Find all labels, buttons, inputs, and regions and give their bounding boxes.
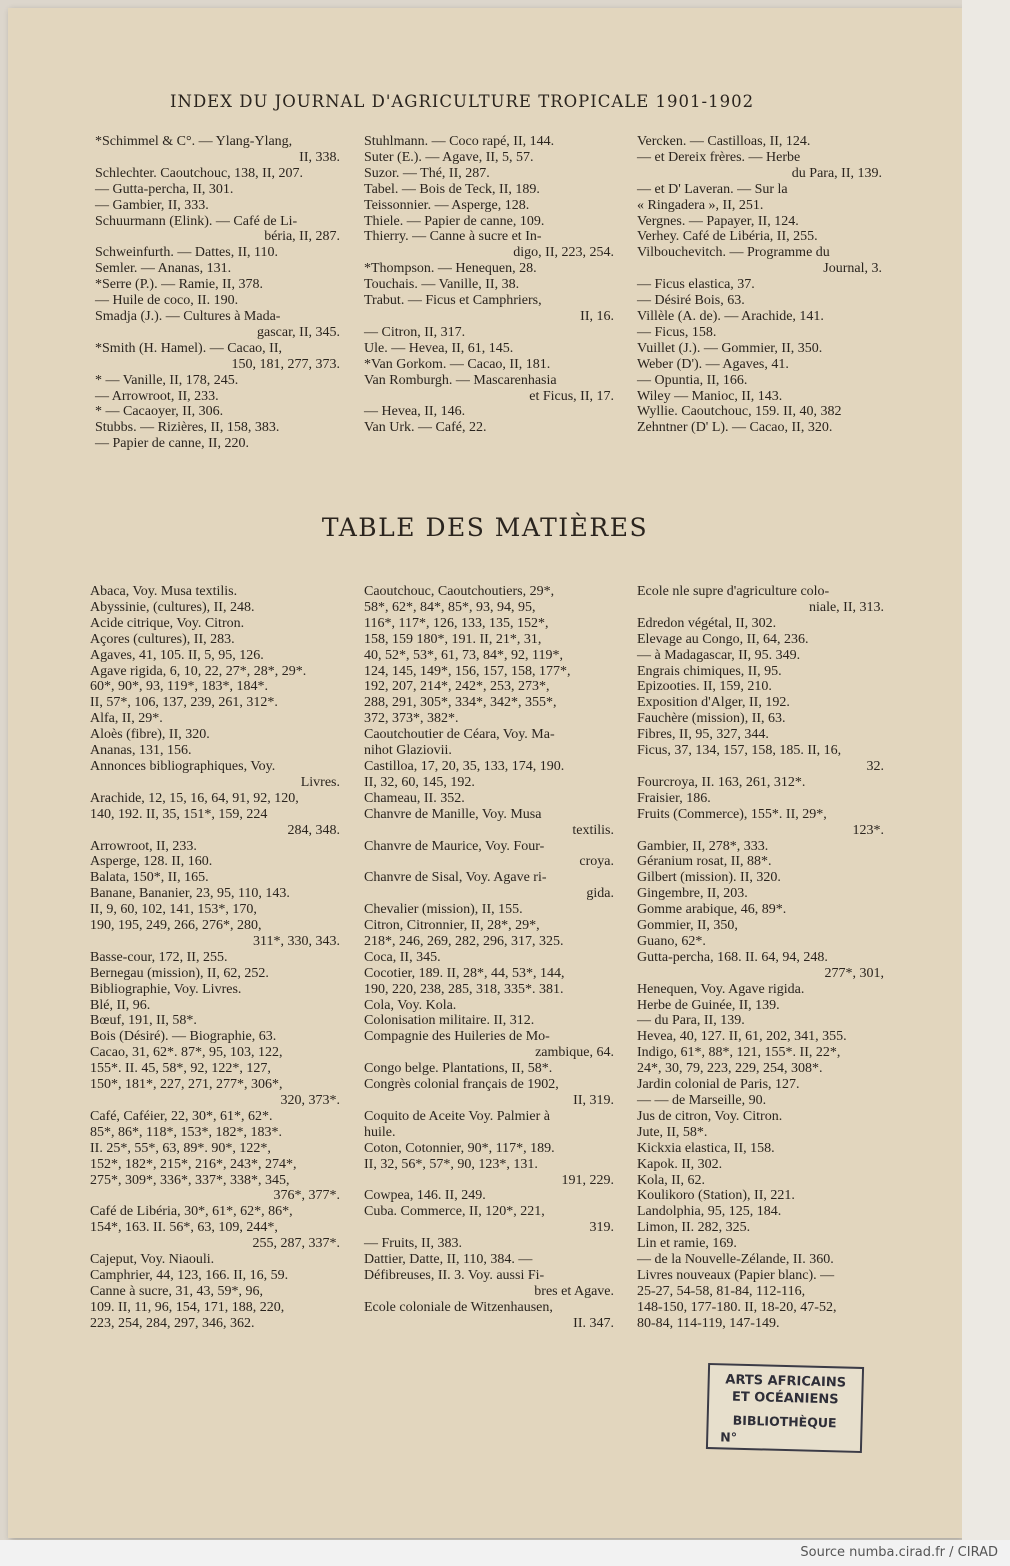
entry-line: Cocotier, 189. II, 28*, 44, 53*, 144, <box>364 965 565 981</box>
entry-line: Wiley — Manioc, II, 143. <box>637 388 783 404</box>
index-column-1 <box>95 134 340 452</box>
entry-line: Cajeput, Voy. Niaouli. <box>90 1252 215 1268</box>
entry-line: Gomme arabique, 46, 89*. <box>637 902 787 918</box>
entry-line: 32. <box>866 758 884 774</box>
entry-line: Exposition d'Alger, II, 192. <box>637 695 790 711</box>
entry-line: nihot Glaziovii. <box>364 743 452 759</box>
entry-line: Livres nouveaux (Papier blanc). — <box>637 1267 835 1283</box>
entry-line: 154*, 163. II. 56*, 63, 109, 244*, <box>90 1220 278 1236</box>
entry-line: II, 32, 60, 145, 192. <box>364 774 475 790</box>
scan-margin <box>962 0 1010 1540</box>
contents-column-1 <box>90 584 340 1332</box>
contents-column-3 <box>637 584 884 1332</box>
entry-line: Caoutchouc, Caoutchoutiers, 29*, <box>364 584 555 599</box>
entry-line: 148-150, 177-180. II, 18-20, 47-52, <box>637 1299 837 1315</box>
entry-line: 275*, 309*, 336*, 337*, 338*, 345, <box>90 1172 290 1188</box>
entry-line: — Ficus, 158. <box>637 324 717 340</box>
entry-line: Bernegau (mission), II, 62, 252. <box>90 965 269 981</box>
entry-line: II, 319. <box>573 1093 614 1108</box>
stamp-line-4: N° <box>720 1429 738 1445</box>
entry-line: Henequen, Voy. Agave rigida. <box>637 981 805 997</box>
entry-line: 60*, 90*, 93, 119*, 183*, 184*. <box>90 679 268 695</box>
entry-line: Café, Caféier, 22, 30*, 61*, 62*. <box>90 1108 273 1124</box>
entry-line: Abaca, Voy. Musa textilis. <box>90 584 238 599</box>
entry-line: 58*, 62*, 84*, 85*, 93, 94, 95, <box>364 599 536 615</box>
entry-line: Verhey. Café de Libéria, II, 255. <box>637 229 818 245</box>
entry-line: du Para, II, 139. <box>791 165 882 181</box>
entry-line: Fauchère (mission), II, 63. <box>637 711 786 727</box>
entry-line: 190, 220, 238, 285, 318, 335*. 381. <box>364 981 564 997</box>
section-title: TABLE DES MATIÈRES <box>321 513 649 542</box>
entry-line: *Thompson. — Henequen, 28. <box>364 261 537 277</box>
entry-line: Caoutchoutier de Céara, Voy. Ma- <box>364 727 555 743</box>
entry-line: Arachide, 12, 15, 16, 64, 91, 92, 120, <box>90 790 299 806</box>
entry-line: Kickxia elastica, II, 158. <box>637 1140 775 1156</box>
entry-line: 152*, 182*, 215*, 216*, 243*, 274*, <box>90 1156 297 1172</box>
entry-line: Wyllie. Caoutchouc, 159. II, 40, 382 <box>637 404 842 420</box>
entry-line: Kapok. II, 302. <box>637 1156 723 1172</box>
entry-line: — Huile de coco, II. 190. <box>95 293 239 309</box>
entry-line: Teissonnier. — Asperge, 128. <box>364 197 530 213</box>
entry-line: Engrais chimiques, II, 95. <box>637 663 782 679</box>
entry-line: — du Para, II, 139. <box>637 1013 745 1029</box>
entry-line: Guano, 62*. <box>637 933 706 949</box>
entry-line: Van Romburgh. — Mascarenhasia <box>364 372 557 388</box>
entry-line: *Smith (H. Hamel). — Cacao, II, <box>95 340 283 356</box>
entry-line: Défibreuses, II. 3. Voy. aussi Fi- <box>364 1267 545 1283</box>
entry-line: Asperge, 128. II, 160. <box>90 854 213 870</box>
entry-line: Canne à sucre, 31, 43, 59*, 96, <box>90 1283 264 1299</box>
entry-line: Chameau, II. 352. <box>364 790 465 806</box>
entry-line: Journal, 3. <box>823 261 882 277</box>
entry-line: Vercken. — Castilloas, II, 124. <box>637 134 811 149</box>
entry-line: 255, 287, 337*. <box>252 1236 340 1252</box>
entry-line: « Ringadera », II, 251. <box>637 197 764 213</box>
entry-line: 109. II, 11, 96, 154, 171, 188, 220, <box>90 1299 285 1315</box>
entry-line: 223, 254, 284, 297, 346, 362. <box>90 1315 255 1331</box>
entry-line: — de la Nouvelle-Zélande, II. 360. <box>637 1252 834 1268</box>
entry-line: Alfa, II, 29*. <box>90 711 163 727</box>
entry-line: Ficus, 37, 134, 157, 158, 185. II, 16, <box>637 743 842 759</box>
entry-line: Hevea, 40, 127. II, 61, 202, 341, 355. <box>637 1029 847 1045</box>
entry-line: niale, II, 313. <box>808 599 884 615</box>
stamp-line-3: BIBLIOTHÈQUE <box>732 1412 837 1431</box>
entry-line: Bœuf, 191, II, 58*. <box>90 1013 197 1029</box>
entry-line: Gilbert (mission). II, 320. <box>637 870 781 886</box>
entry-line: — et D' Laveran. — Sur la <box>637 181 788 197</box>
entry-line: Herbe de Guinée, II, 139. <box>637 997 780 1013</box>
entry-line: Van Urk. — Café, 22. <box>364 420 487 436</box>
entry-line: Kola, II, 62. <box>637 1172 706 1188</box>
entry-line: Congrès colonial français de 1902, <box>364 1077 559 1093</box>
entry-line: 25-27, 54-58, 81-84, 112-116, <box>637 1283 806 1299</box>
entry-line: — et Dereix frères. — Herbe <box>637 149 801 165</box>
entry-line: Fourcroya, II. 163, 261, 312*. <box>637 774 806 790</box>
entry-line: — Opuntia, II, 166. <box>637 372 748 388</box>
entry-line: Villèle (A. de). — Arachide, 141. <box>637 308 824 324</box>
entry-line: et Ficus, II, 17. <box>529 388 614 404</box>
entry-line: Gambier, II, 278*, 333. <box>637 838 769 854</box>
entry-line: Weber (D'). — Agaves, 41. <box>637 356 789 372</box>
index-column-3 <box>637 134 882 436</box>
entry-line: Chanvre de Maurice, Voy. Four- <box>364 838 545 854</box>
entry-line: zambique, 64. <box>535 1045 614 1061</box>
running-head: INDEX DU JOURNAL D'AGRICULTURE TROPICALE 1901-1902 <box>170 92 755 111</box>
stamp-line-2: ET OCÉANIENS <box>731 1389 839 1408</box>
entry-line: Agave rigida, 6, 10, 22, 27*, 28*, 29*. <box>90 663 307 679</box>
entry-line: 190, 195, 249, 266, 276*, 280, <box>90 918 262 934</box>
entry-line: Vuillet (J.). — Gommier, II, 350. <box>637 340 823 356</box>
entry-line: II, 57*, 106, 137, 239, 261, 312*. <box>90 695 278 711</box>
entry-line: II, 338. <box>299 149 340 165</box>
entry-line: Jardin colonial de Paris, 127. <box>637 1077 800 1093</box>
entry-line: bres et Agave. <box>534 1283 614 1299</box>
entry-line: — Ficus elastica, 37. <box>637 277 755 293</box>
entry-line: 123*. <box>852 822 884 838</box>
entry-line: Acide citrique, Voy. Citron. <box>90 615 245 631</box>
source-credit: Source numba.cirad.fr / CIRAD <box>800 1545 998 1560</box>
contents-column-2 <box>364 584 614 1332</box>
entry-line: Bibliographie, Voy. Livres. <box>90 981 242 997</box>
entry-line: — Gambier, II, 333. <box>95 197 209 213</box>
entry-line: * — Cacaoyer, II, 306. <box>95 404 224 420</box>
index-column-2 <box>364 134 614 436</box>
entry-line: Lin et ramie, 169. <box>637 1236 737 1252</box>
entry-line: Vilbouchevitch. — Programme du <box>637 245 830 261</box>
entry-line: Blé, II, 96. <box>90 997 151 1013</box>
entry-line: Vergnes. — Papayer, II, 124. <box>637 213 799 229</box>
entry-line: 40, 52*, 53*, 61, 73, 84*, 92, 119*, <box>364 647 563 663</box>
entry-line: 218*, 246, 269, 282, 296, 317, 325. <box>364 933 564 949</box>
entry-line: 140, 192. II, 35, 151*, 159, 224 <box>90 806 268 822</box>
entry-line: Banane, Bananier, 23, 95, 110, 143. <box>90 886 290 902</box>
entry-line: Citron, Citronnier, II, 28*, 29*, <box>364 918 540 934</box>
entry-line: Café de Libéria, 30*, 61*, 62*, 86*, <box>90 1204 293 1220</box>
entry-line: Cola, Voy. Kola. <box>364 997 457 1013</box>
entry-line: Açores (cultures), II, 283. <box>90 631 235 647</box>
entry-line: Congo belge. Plantations, II, 58*. <box>364 1061 553 1077</box>
entry-line: Colonisation militaire. II, 312. <box>364 1013 535 1029</box>
entry-line: Landolphia, 95, 125, 184. <box>637 1204 782 1220</box>
entry-line: * — Vanille, II, 178, 245. <box>95 372 239 388</box>
entry-line: 116*, 117*, 126, 133, 135, 152*, <box>364 615 549 631</box>
entry-line: — Désiré Bois, 63. <box>637 293 745 309</box>
entry-line: Stubbs. — Rizières, II, 158, 383. <box>95 420 280 436</box>
entry-line: Cowpea, 146. II, 249. <box>364 1188 486 1204</box>
entry-line: Indigo, 61*, 88*, 121, 155*. II, 22*, <box>637 1045 841 1061</box>
stamp-line-1: ARTS AFRICAINS <box>725 1372 847 1391</box>
entry-line: Camphrier, 44, 123, 166. II, 16, 59. <box>90 1267 289 1283</box>
entry-line: gida. <box>586 886 614 902</box>
entry-line: 150*, 181*, 227, 271, 277*, 306*, <box>90 1077 283 1093</box>
entry-line: II, 16. <box>580 308 614 324</box>
entry-line: — Citron, II, 317. <box>364 324 466 340</box>
entry-line: — Fruits, II, 383. <box>364 1236 462 1252</box>
entry-line: Coca, II, 345. <box>364 949 441 965</box>
entry-line: Ecole nle supre d'agriculture colo- <box>637 584 830 599</box>
entry-line: Ananas, 131, 156. <box>90 743 192 759</box>
entry-line: gascar, II, 345. <box>256 324 340 340</box>
entry-line: Touchais. — Vanille, II, 38. <box>364 277 520 293</box>
entry-line: Limon, II. 282, 325. <box>637 1220 751 1236</box>
entry-line: digo, II, 223, 254. <box>513 245 614 261</box>
entry-line: Cacao, 31, 62*. 87*, 95, 103, 122, <box>90 1045 283 1061</box>
entry-line: Schuurmann (Elink). — Café de Li- <box>95 213 298 229</box>
entry-line: Thierry. — Canne à sucre et In- <box>364 229 542 245</box>
entry-line: — Papier de canne, II, 220. <box>95 436 249 452</box>
entry-line: Coquito de Aceite Voy. Palmier à <box>364 1108 550 1124</box>
entry-line: Dattier, Datte, II, 110, 384. — <box>364 1252 533 1268</box>
entry-line: Smadja (J.). — Cultures à Mada- <box>95 308 281 324</box>
entry-line: Tabel. — Bois de Teck, II, 189. <box>364 181 540 197</box>
entry-line: Gommier, II, 350, <box>637 918 738 934</box>
entry-line: Schlechter. Caoutchouc, 138, II, 207. <box>95 165 304 181</box>
entry-line: Arrowroot, II, 233. <box>90 838 197 854</box>
entry-line: II. 25*, 55*, 63, 89*. 90*, 122*, <box>90 1140 271 1156</box>
entry-line: — — de Marseille, 90. <box>637 1093 767 1108</box>
entry-line: Trabut. — Ficus et Camphriers, <box>364 293 542 309</box>
entry-line: Jute, II, 58*. <box>637 1124 708 1140</box>
entry-line: — à Madagascar, II, 95. 349. <box>637 647 801 663</box>
entry-line: 124, 145, 149*, 156, 157, 158, 177*, <box>364 663 571 679</box>
entry-line: II, 9, 60, 102, 141, 153*, 170, <box>90 902 257 918</box>
entry-line: 80-84, 114-119, 147-149. <box>637 1315 780 1331</box>
entry-line: Compagnie des Huileries de Mo- <box>364 1029 550 1045</box>
entry-line: 288, 291, 305*, 334*, 342*, 355*, <box>364 695 557 711</box>
entry-line: Elevage au Congo, II, 64, 236. <box>637 631 809 647</box>
entry-line: 319. <box>589 1220 614 1236</box>
entry-line: textilis. <box>572 822 614 838</box>
library-stamp <box>706 1363 864 1453</box>
entry-line: Livres. <box>300 774 340 790</box>
entry-line: Suter (E.). — Agave, II, 5, 57. <box>364 149 534 165</box>
entry-line: Fruits (Commerce), 155*. II, 29*, <box>637 806 827 822</box>
entry-line: Chevalier (mission), II, 155. <box>364 902 523 918</box>
entry-line: Aloès (fibre), II, 320. <box>90 727 210 743</box>
entry-line: 372, 373*, 382*. <box>364 711 459 727</box>
entry-line: Epizooties. II, 159, 210. <box>637 679 772 695</box>
entry-line: Fibres, II, 95, 327, 344. <box>637 727 769 743</box>
entry-line: Fraisier, 186. <box>637 790 711 806</box>
entry-line: 85*, 86*, 118*, 153*, 182*, 183*. <box>90 1124 282 1140</box>
entry-line: croya. <box>579 854 614 870</box>
entry-line: Chanvre de Manille, Voy. Musa <box>364 806 542 822</box>
entry-line: Basse-cour, 172, II, 255. <box>90 949 228 965</box>
entry-line: — Gutta-percha, II, 301. <box>95 181 234 197</box>
entry-line: 192, 207, 214*, 242*, 253, 273*, <box>364 679 550 695</box>
entry-line: Jus de citron, Voy. Citron. <box>637 1108 783 1124</box>
entry-line: 311*, 330, 343. <box>253 933 340 949</box>
entry-line: 150, 181, 277, 373. <box>231 356 340 372</box>
entry-line: Coton, Cotonnier, 90*, 117*, 189. <box>364 1140 555 1156</box>
entry-line: *Van Gorkom. — Cacao, II, 181. <box>364 356 551 372</box>
entry-line: Stuhlmann. — Coco rapé, II, 144. <box>364 134 555 149</box>
entry-line: Abyssinie, (cultures), II, 248. <box>90 599 255 615</box>
entry-line: *Serre (P.). — Ramie, II, 378. <box>95 277 263 293</box>
entry-line: 158, 159 180*, 191. II, 21*, 31, <box>364 631 542 647</box>
entry-line: 191, 229. <box>561 1172 614 1188</box>
entry-line: Gingembre, II, 203. <box>637 886 748 902</box>
entry-line: Gutta-percha, 168. II. 64, 94, 248. <box>637 949 828 965</box>
entry-line: Agaves, 41, 105. II, 5, 95, 126. <box>90 647 264 663</box>
entry-line: Edredon végétal, II, 302. <box>637 615 777 631</box>
entry-line: Zehntner (D' L). — Cacao, II, 320. <box>637 420 833 436</box>
entry-line: Bois (Désiré). — Biographie, 63. <box>90 1029 277 1045</box>
entry-line: Balata, 150*, II, 165. <box>90 870 209 886</box>
entry-line: Chanvre de Sisal, Voy. Agave ri- <box>364 870 547 886</box>
entry-line: 320, 373*. <box>280 1093 340 1108</box>
entry-line: 284, 348. <box>287 822 340 838</box>
entry-line: Géranium rosat, II, 88*. <box>637 854 772 870</box>
entry-line: Thiele. — Papier de canne, 109. <box>364 213 545 229</box>
entry-line: Suzor. — Thé, II, 287. <box>364 165 490 181</box>
entry-line: *Schimmel & C°. — Ylang-Ylang, <box>95 134 293 149</box>
entry-line: béria, II, 287. <box>264 229 340 245</box>
entry-line: Semler. — Ananas, 131. <box>95 261 232 277</box>
entry-line: Koulikoro (Station), II, 221. <box>637 1188 795 1204</box>
entry-line: — Arrowroot, II, 233. <box>95 388 219 404</box>
entry-line: 376*, 377*. <box>273 1188 340 1204</box>
entry-line: Ecole coloniale de Witzenhausen, <box>364 1299 553 1315</box>
entry-line: Annonces bibliographiques, Voy. <box>90 758 276 774</box>
entry-line: 277*, 301, <box>824 965 884 981</box>
entry-line: 24*, 30, 79, 223, 229, 254, 308*. <box>637 1061 823 1077</box>
entry-line: huile. <box>364 1124 396 1140</box>
entry-line: Ule. — Hevea, II, 61, 145. <box>364 340 514 356</box>
entry-line: II. 347. <box>573 1315 614 1331</box>
entry-line: — Hevea, II, 146. <box>364 404 466 420</box>
entry-line: Castilloa, 17, 20, 35, 133, 174, 190. <box>364 758 565 774</box>
entry-line: 155*. II. 45, 58*, 92, 122*, 127, <box>90 1061 271 1077</box>
entry-line: II, 32, 56*, 57*, 90, 123*, 131. <box>364 1156 538 1172</box>
entry-line: Cuba. Commerce, II, 120*, 221, <box>364 1204 545 1220</box>
entry-line: Schweinfurth. — Dattes, II, 110. <box>95 245 278 261</box>
